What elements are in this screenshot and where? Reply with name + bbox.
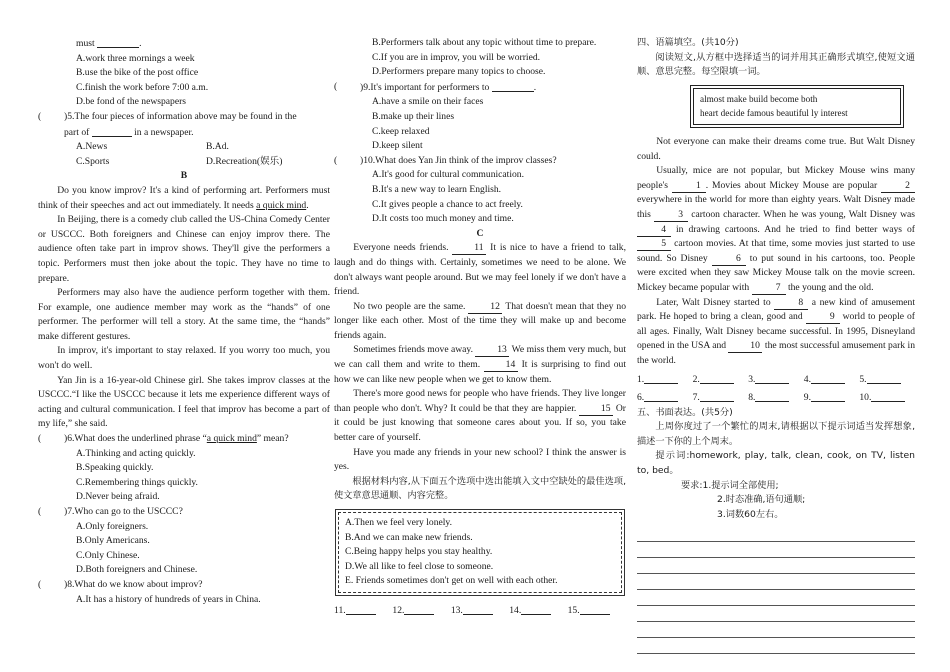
gap-blank[interactable]: 15 [579, 403, 613, 416]
answer-blank[interactable] [492, 80, 534, 92]
option-c: C.finish the work before 7:00 a.m. [76, 81, 209, 93]
answer-slot[interactable]: 5. [859, 372, 915, 388]
word-box-line: heart decide famous beautiful ly interest [700, 108, 848, 119]
word-box [693, 88, 901, 125]
passage-c-paragraph: No two people are the same. 12 That doesn't mean that they no longer like each other. Most of the time they will make up and become friends again. [334, 300, 626, 341]
passage-c-paragraph: Sometimes friends move away. 13 We miss them very much, but we can call them and write to them. 14 It is surprising to find out how we can like new people when we get to know them. [334, 344, 626, 385]
option-b: B.Only Americans. [76, 535, 150, 547]
option-d: D.keep silent [372, 140, 423, 152]
gap-blank[interactable]: 1 [672, 180, 706, 193]
column-left [38, 36, 330, 607]
answer-blank[interactable] [97, 36, 139, 48]
answer-slot[interactable]: 7. [693, 390, 749, 406]
question-9: ( )9.It's important for performers to . [334, 80, 537, 93]
section-4-instruction: 阅读短文,从方框中选择适当的词并用其正确形式填空,使短文通顺、意思完整。每空限填一词。 [637, 51, 915, 78]
options-box [338, 512, 622, 593]
word-box-line: almost make build become both [700, 93, 818, 104]
writing-line[interactable] [637, 574, 915, 590]
gap-blank[interactable]: 3 [654, 209, 688, 222]
passage-b-paragraph: In improv, it's important to stay relaxed. If you worry too much, you won't do well. [38, 345, 330, 372]
gap-blank[interactable]: 9 [806, 311, 840, 324]
option-c: C.keep relaxed [372, 125, 430, 137]
question-4-continued: must . [76, 38, 142, 49]
gap-blank[interactable]: 5 [637, 238, 671, 251]
option-c: C.If you are in improv, you will be worried. [372, 51, 541, 63]
answer-slot[interactable]: 10. [859, 390, 915, 406]
question-6: ( )6.What does the underlined phrase “a quick mind” mean? [38, 433, 289, 445]
question-10: ( )10.What does Yan Jin think of the improv classes? [334, 154, 557, 166]
option-b: B.Speaking quickly. [76, 462, 154, 474]
answer-blank[interactable] [92, 125, 132, 137]
gap-blank[interactable]: 11 [452, 242, 486, 255]
answer-slot[interactable]: 11. [334, 603, 392, 619]
writing-line[interactable] [637, 542, 915, 558]
option-b: B.make up their lines [372, 110, 455, 122]
answer-slot[interactable]: 6. [637, 390, 693, 406]
instruction-text: 根据材料内容,从下面五个选项中选出能填入文中空缺处的最佳选项,使文章意思通顺、内容完整。 [334, 475, 626, 502]
option-a: A.have a smile on their faces [372, 96, 484, 108]
gap-blank[interactable]: 14 [484, 359, 518, 372]
column-right [637, 36, 915, 654]
question-5: ( )5.The four pieces of information above may be found in the part of in a newspaper. [38, 110, 330, 140]
option-d: D.It costs too much money and time. [372, 213, 514, 225]
column-middle [334, 36, 626, 619]
answer-row [334, 603, 626, 619]
box-option: B.And we can make new friends. [345, 531, 473, 543]
answer-slot[interactable]: 15. [568, 603, 626, 619]
writing-line[interactable] [637, 606, 915, 622]
section-4-title: 四、语篇填空。(共10分) [637, 37, 739, 48]
writing-line[interactable] [637, 590, 915, 606]
gap-blank[interactable]: 6 [712, 253, 746, 266]
box-option: A.Then we feel very lonely. [345, 517, 452, 528]
option-c: C.Remembering things quickly. [76, 476, 198, 488]
requirement-2: 2.时态准确,语句通顺; [717, 494, 806, 506]
question-5-stem: )5.The four pieces of information above may be found in the part of in a newspaper. [64, 110, 297, 138]
passage-c-paragraph: There's more good news for people who have friends. They live longer than people who don't. Why? It could be that they are happier. 15 Or it could be just knowing that someone cares about you. If so, you take better care of yourself. [334, 388, 626, 444]
section-b-title: B [180, 170, 188, 182]
disney-paragraph: Later, Walt Disney started to 8 a new kind of amusement park. He hoped to bring a clean, good and 9 world to people of all ages. Finally, Walt Disney became successful. In 1995, Disneyland opened in the USA and 10 the most successful amusement park in the world. [637, 296, 916, 366]
answer-slot[interactable]: 12. [392, 603, 450, 619]
passage-b-paragraph: Performers may also have the audience perform together with them. For example, one audience member may work as the “hands” of one performer. The performer will tell a story. At the same time, the “hands” make different gestures. [38, 287, 330, 342]
answer-slot[interactable]: 2. [693, 372, 749, 388]
passage-b-paragraph: Yan Jin is a 16-year-old Chinese girl. She takes improv classes at the USCCC.“I like the USCCC because it lets me experience different ways of acting and cultural communication. I feel that improv has become a part of my life,” she said. [38, 374, 330, 430]
disney-paragraph: Not everyone can make their dreams come true. But Walt Disney could. [637, 135, 915, 162]
gap-blank[interactable]: 8 [774, 297, 808, 310]
option-b: B.use the bike of the post office [76, 67, 199, 79]
answer-slot[interactable]: 3. [748, 372, 804, 388]
answer-slot[interactable]: 9. [804, 390, 860, 406]
option-d: D.Performers prepare many topics to choose. [372, 66, 546, 78]
requirement-3: 3.词数60左右。 [717, 508, 784, 520]
passage-b-paragraph: In Beijing, there is a comedy club called the US-China Comedy Center or USCCC. Both foreigners and Chinese can enjoy improv there. The audience often take part in improv shows. They'll give the performers a topic. Performers must then joke about the topic. They have no time to prepare. [38, 214, 331, 284]
disney-paragraph: Usually, mice are not popular, but Mickey Mouse wins many people's 1 . Movies about Mickey Mouse are popular 2 everywhere in the world for more than eighty years. Walt Disney made this 3 cartoon character. When he was young, Walt Disney was 4 in drawing cartoons. And he tried to find better ways of 5 cartoon movies. At that time, some movies just started to use sound. So Disney 6 to put sound in his cartoons, too. People were excited when they saw Mickey Mouse talk on the movie screen. Mickey became popular with 7 the young and the old. [637, 165, 916, 293]
option-b: B.Performers talk about any topic without time to prepare. [372, 37, 597, 48]
option-a: A.Only foreigners. [76, 520, 149, 532]
box-option: D.We all like to feel close to someone. [345, 560, 494, 572]
requirement-1: 要求:1.提示词全部使用; [681, 479, 779, 491]
passage-c-paragraph: Have you made any friends in your new school? I think the answer is yes. [334, 446, 626, 473]
gap-blank[interactable]: 2 [881, 180, 915, 193]
answer-slot[interactable]: 1. [637, 372, 693, 388]
answer-row [637, 390, 915, 406]
q5-options-row2: C.Sports D.Recreation(娱乐) [76, 155, 283, 167]
option-b: B.It's a new way to learn English. [372, 183, 502, 195]
answer-slot[interactable]: 4. [804, 372, 860, 388]
gap-blank[interactable]: 12 [468, 301, 502, 314]
gap-blank[interactable]: 7 [752, 282, 786, 295]
writing-line[interactable] [637, 622, 915, 638]
answer-row [637, 372, 915, 388]
q5-options-row1: A.News B.Ad. [76, 141, 229, 153]
passage-b-paragraph: Do you know improv? It's a kind of performing art. Performers must think of their speeches and act out immediately. It needs a quick mind. [38, 184, 330, 211]
gap-blank[interactable]: 4 [637, 224, 671, 237]
box-option: C.Being happy helps you stay healthy. [345, 546, 493, 558]
option-c: C.It gives people a chance to act freely. [372, 198, 523, 210]
answer-slot[interactable]: 14. [509, 603, 567, 619]
option-a: A.Thinking and acting quickly. [76, 447, 196, 459]
option-c: C.Only Chinese. [76, 549, 140, 561]
option-a: A.It's good for cultural communication. [372, 169, 524, 181]
writing-line[interactable] [637, 638, 915, 654]
option-d: D.Never being afraid. [76, 491, 160, 503]
section-5-hint: 提示词:homework, play, talk, clean, cook, on TV, listen to, bed。 [637, 450, 915, 477]
answer-slot[interactable]: 13. [451, 603, 509, 619]
gap-blank[interactable]: 10 [728, 340, 762, 353]
section-5-title: 五、书面表达。(共5分) [637, 406, 733, 418]
gap-blank[interactable]: 13 [475, 344, 509, 357]
writing-line[interactable] [637, 526, 915, 542]
option-d: D.Both foreigners and Chinese. [76, 564, 198, 576]
answer-slot[interactable]: 8. [748, 390, 804, 406]
section-5-prompt: 上周你度过了一个繁忙的周末,请根据以下提示词适当发挥想象,描述一下你的上个周末。 [637, 421, 915, 447]
writing-area[interactable] [637, 526, 915, 654]
passage-c-paragraph: Everyone needs friends. 11 It is nice to have a friend to talk, laugh and do things with. Certainly, sometimes we need to be alone. We don't always want people around. But we may feel lonely if we don't have a friend. [334, 242, 626, 298]
option-a: A.work three mornings a week [76, 52, 195, 64]
section-c-title: C [476, 227, 484, 239]
option-d: D.be fond of the newspapers [76, 96, 187, 108]
question-7: ( )7.Who can go to the USCCC? [38, 506, 183, 517]
box-option: E. Friends sometimes don't get on well with each other. [345, 575, 558, 587]
option-a: A.It has a history of hundreds of years in China. [76, 593, 261, 605]
writing-line[interactable] [637, 558, 915, 574]
question-8: ( )8.What do we know about improv? [38, 578, 203, 590]
